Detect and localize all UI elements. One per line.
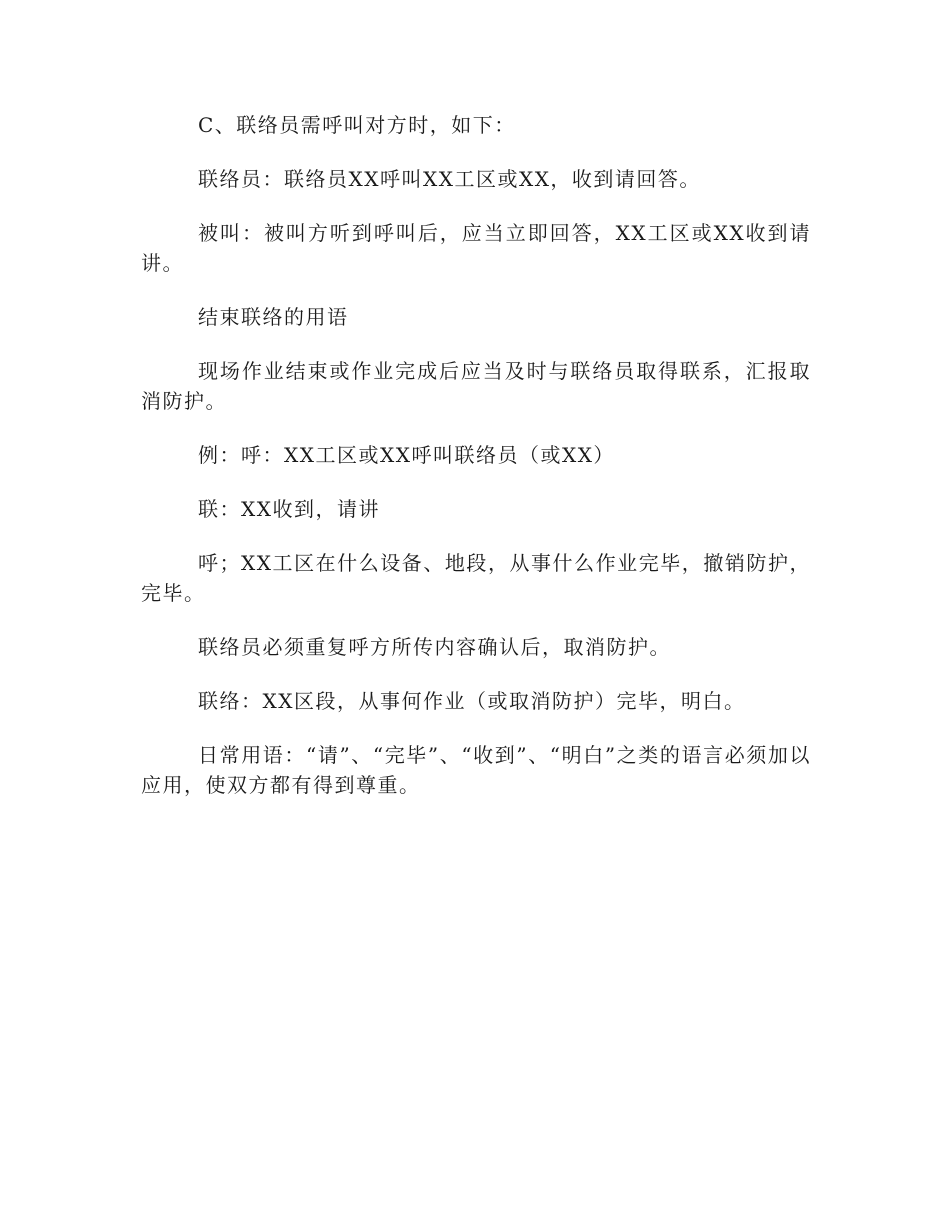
paragraph-liaison-call: 联络员：联络员XX呼叫XX工区或XX，收到请回答。	[198, 167, 701, 191]
paragraph-end-contact-heading: 结束联络的用语	[198, 305, 349, 329]
document-body	[141, 110, 811, 824]
paragraph-daily-phrases: 日常用语：“请”、“完毕”、“收到”、“明白”之类的语言必须加以应用，使双方都有得到尊重。	[141, 743, 811, 797]
paragraph-example-reply: 联：XX收到，请讲	[198, 497, 380, 521]
paragraph-callee-response: 被叫：被叫方听到呼叫后，应当立即回答，XX工区或XX收到请讲。	[141, 221, 811, 275]
paragraph-call-instruction: C、联络员需呼叫对方时，如下：	[198, 113, 516, 137]
paragraph-end-contact-rule: 现场作业结束或作业完成后应当及时与联络员取得联系，汇报取消防护。	[141, 359, 811, 413]
paragraph-confirm-example: 联络：XX区段，从事何作业（或取消防护）完毕，明白。	[198, 689, 746, 713]
paragraph-confirm-rule: 联络员必须重复呼方所传内容确认后，取消防护。	[198, 635, 671, 659]
paragraph-example-report: 呼；XX工区在什么设备、地段，从事什么作业完毕，撤销防护，完毕。	[141, 551, 811, 605]
paragraph-example-call: 例：呼：XX工区或XX呼叫联络员（或XX）	[198, 443, 615, 467]
